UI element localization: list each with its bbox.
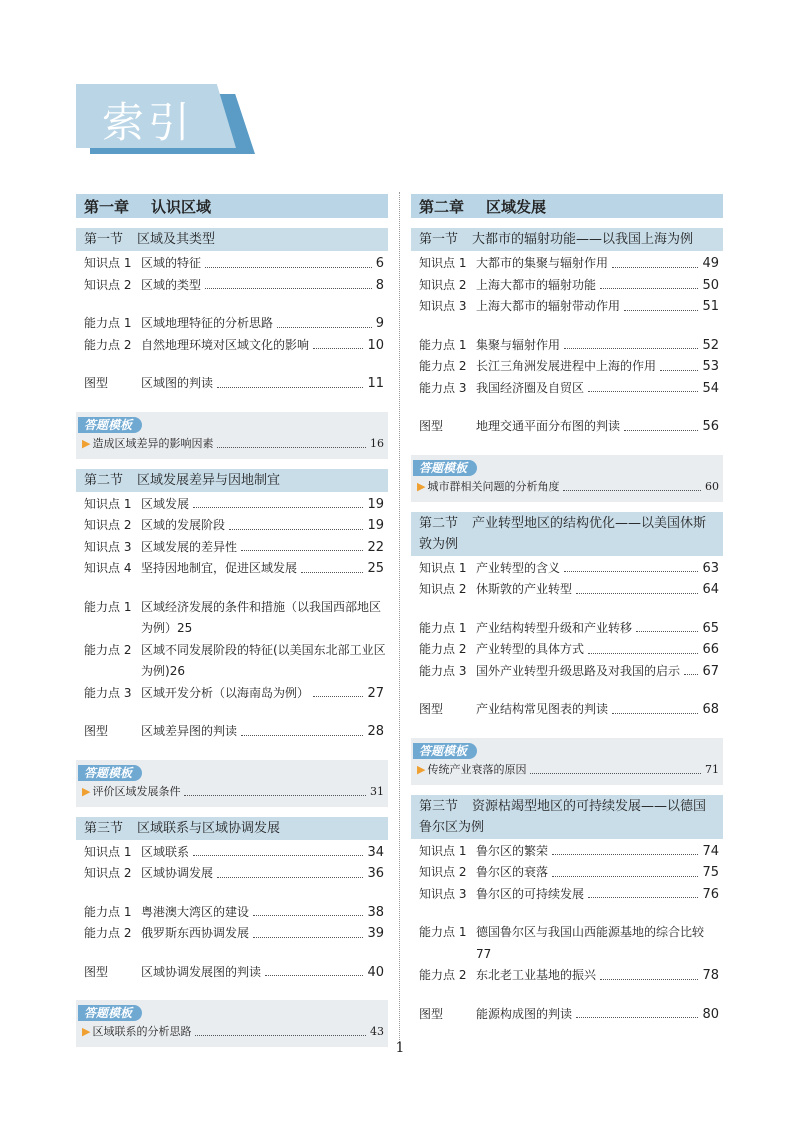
answer-template-box <box>76 412 388 459</box>
entry-type: 图型 <box>419 419 444 433</box>
entry-page: 28 <box>367 724 384 739</box>
dot-leader <box>576 579 698 594</box>
answer-template-label: 答题模板 <box>78 765 142 781</box>
dot-leader <box>624 416 698 431</box>
toc-entry[interactable] <box>411 296 723 318</box>
section-title: 大都市的辐射功能——以我国上海为例 <box>472 232 694 247</box>
entry-page: 10 <box>367 337 384 353</box>
entry-group <box>411 558 723 601</box>
toc-entry[interactable] <box>76 863 388 885</box>
entry-page: 38 <box>367 904 384 920</box>
entry-page: 8 <box>375 277 384 293</box>
entry-type: 知识点 1 <box>419 256 467 270</box>
entry-title[interactable]: 地理交通平面分布图的判读 <box>476 419 621 433</box>
dot-leader <box>636 618 698 633</box>
section-title: 产业转型地区的结构优化——以美国休斯敦为例 <box>419 515 707 552</box>
toc-entry-continued[interactable] <box>411 944 723 966</box>
entry-title[interactable]: 产业结构转型升级和产业转移 <box>476 620 633 635</box>
right-column <box>411 194 723 1033</box>
dot-leader <box>624 296 698 311</box>
entry-type: 知识点 1 <box>419 843 467 858</box>
section-label: 第二节 <box>84 472 124 488</box>
dot-leader <box>588 884 698 899</box>
entry-title[interactable]: 上海大都市的辐射带动作用 <box>476 299 621 313</box>
entry-title[interactable]: 粤港澳大湾区的建设 <box>141 904 250 919</box>
dot-leader <box>229 515 363 530</box>
toc-entry[interactable] <box>76 253 388 275</box>
chapter-title: 区域发展 <box>486 198 547 216</box>
entry-type: 图型 <box>419 702 444 716</box>
entry-page: 51 <box>702 299 719 314</box>
toc-entry[interactable] <box>76 721 388 743</box>
toc-entry[interactable] <box>76 683 388 705</box>
dot-leader <box>277 313 372 328</box>
dot-leader <box>241 721 363 736</box>
dot-leader <box>552 841 698 856</box>
toc-entry[interactable] <box>411 356 723 378</box>
entry-group <box>411 922 723 987</box>
entry-title[interactable]: 产业转型的具体方式 <box>476 642 585 656</box>
section-header <box>76 817 388 840</box>
entry-title[interactable]: 上海大都市的辐射功能 <box>476 277 597 292</box>
entry-type: 知识点 2 <box>419 865 467 879</box>
toc-entry[interactable] <box>411 253 723 275</box>
toc-entry[interactable] <box>411 579 723 601</box>
entry-type: 知识点 1 <box>419 560 467 575</box>
entry-group <box>411 253 723 318</box>
entry-title[interactable]: 我国经济圈及自贸区 <box>476 380 585 395</box>
template-title[interactable]: 传统产业衰落的原因 <box>427 762 527 776</box>
entry-title[interactable]: 区域协调发展 <box>141 866 214 880</box>
left-column <box>76 194 388 1057</box>
entry-type: 能力点 1 <box>84 904 132 919</box>
index-title-banner <box>76 84 256 156</box>
answer-template-box <box>76 760 388 807</box>
entry-title-continued: 为例) <box>141 664 170 678</box>
dot-leader <box>193 842 363 857</box>
entry-title[interactable]: 区域不同发展阶段的特征(以美国东北部工业区 <box>141 642 386 657</box>
entry-group <box>76 721 388 743</box>
section-label: 第一节 <box>84 232 124 247</box>
entry-title[interactable]: 鲁尔区的可持续发展 <box>476 886 585 901</box>
entry-title[interactable]: 产业结构常见图表的判读 <box>476 702 609 716</box>
template-title[interactable]: 造成区域差异的影响因素 <box>92 436 214 450</box>
template-entry[interactable] <box>411 759 723 781</box>
section-title: 资源枯竭型地区的可持续发展——以德国鲁尔区为例 <box>419 798 707 835</box>
dot-leader <box>205 253 372 268</box>
toc-entry[interactable] <box>76 923 388 945</box>
section-label: 第一节 <box>419 232 459 247</box>
entry-type: 能力点 3 <box>419 380 467 395</box>
toc-entry[interactable] <box>411 618 723 640</box>
toc-entry[interactable] <box>76 335 388 357</box>
dot-leader <box>564 558 698 573</box>
entry-title[interactable]: 区域图的判读 <box>141 376 214 390</box>
section-header <box>76 228 388 251</box>
dot-leader <box>217 433 366 448</box>
toc-entry[interactable] <box>411 922 723 944</box>
entry-type: 知识点 2 <box>419 582 467 596</box>
toc-entry[interactable] <box>411 378 723 400</box>
entry-page: 67 <box>702 663 719 679</box>
entry-type: 知识点 2 <box>84 518 132 532</box>
entry-group <box>76 842 388 885</box>
entry-title[interactable]: 自然地理环境对区域文化的影响 <box>141 337 310 352</box>
chapter-title: 认识区域 <box>151 198 212 216</box>
page-title: 索引 <box>102 98 195 147</box>
section-header <box>411 512 723 556</box>
entry-type: 能力点 2 <box>419 359 467 373</box>
entry-page: 53 <box>702 359 719 374</box>
entry-type: 能力点 2 <box>84 642 132 657</box>
chapter-header <box>411 194 723 220</box>
template-entry[interactable] <box>76 781 388 803</box>
entry-type: 知识点 1 <box>84 844 132 859</box>
toc-entry[interactable] <box>76 640 388 662</box>
entry-title[interactable]: 区域差异图的判读 <box>141 724 238 738</box>
entry-type: 知识点 4 <box>84 561 132 575</box>
triangle-icon: ▶ <box>417 479 426 493</box>
answer-template-label: 答题模板 <box>413 743 477 759</box>
dot-leader <box>253 902 363 917</box>
entry-type: 图型 <box>419 1006 444 1021</box>
section-label: 第二节 <box>419 515 459 531</box>
entry-title[interactable]: 德国鲁尔区与我国山西能源基地的综合比较 <box>476 925 705 939</box>
entry-page: 66 <box>702 642 719 657</box>
entry-page: 36 <box>367 866 384 881</box>
entry-page: 22 <box>367 539 384 555</box>
section-label: 第三节 <box>419 798 459 814</box>
entry-type: 能力点 3 <box>419 663 467 678</box>
entry-group <box>76 962 388 984</box>
entry-type: 能力点 1 <box>419 337 467 352</box>
entry-title[interactable]: 大都市的集聚与辐射作用 <box>476 256 609 270</box>
entry-page: 40 <box>367 964 384 980</box>
entry-title[interactable]: 坚持因地制宜，促进区域发展 <box>141 561 298 575</box>
entry-title[interactable]: 集聚与辐射作用 <box>476 337 561 352</box>
entry-type: 知识点 3 <box>84 539 132 554</box>
toc-entry[interactable] <box>411 416 723 438</box>
entry-page: 9 <box>375 316 384 331</box>
answer-template-label: 答题模板 <box>78 417 142 433</box>
template-title[interactable]: 城市群相关问题的分析角度 <box>427 479 560 493</box>
chapter-header <box>76 194 388 220</box>
entry-page: 76 <box>702 886 719 902</box>
dot-leader <box>576 1004 698 1019</box>
dot-leader <box>600 275 698 290</box>
section-header <box>411 795 723 839</box>
entry-group <box>411 618 723 683</box>
template-page: 60 <box>705 479 719 493</box>
entry-page: 27 <box>367 685 384 701</box>
column-divider <box>399 192 400 1042</box>
entry-group <box>76 597 388 705</box>
toc-entry[interactable] <box>411 699 723 721</box>
answer-template-box <box>411 738 723 785</box>
entry-type: 知识点 3 <box>419 886 467 901</box>
answer-template-box <box>411 455 723 502</box>
dot-leader <box>193 494 363 509</box>
toc-entry[interactable] <box>411 862 723 884</box>
dot-leader <box>253 923 363 938</box>
entry-type: 知识点 1 <box>84 256 132 270</box>
entry-group <box>411 1004 723 1026</box>
dot-leader <box>684 661 698 676</box>
entry-title[interactable]: 俄罗斯东西协调发展 <box>141 926 250 940</box>
entry-type: 知识点 2 <box>84 866 132 880</box>
entry-page: 19 <box>367 496 384 512</box>
toc-entry[interactable] <box>411 275 723 297</box>
entry-group <box>76 902 388 945</box>
entry-type: 能力点 3 <box>84 685 132 700</box>
entry-title[interactable]: 区域的发展阶段 <box>141 518 226 532</box>
toc-entry[interactable] <box>411 661 723 683</box>
entry-title[interactable]: 鲁尔区的衰落 <box>476 865 549 879</box>
section-title: 区域发展差异与因地制宜 <box>137 472 281 488</box>
dot-leader <box>217 863 363 878</box>
toc-entry[interactable] <box>76 275 388 297</box>
section-header <box>411 228 723 251</box>
dot-leader <box>265 962 363 977</box>
dot-leader <box>660 356 698 371</box>
toc-entry[interactable] <box>411 965 723 987</box>
entry-page: 25 <box>177 621 193 635</box>
entry-title[interactable]: 区域地理特征的分析思路 <box>141 316 274 330</box>
entry-page: 64 <box>702 582 719 597</box>
dot-leader <box>241 537 363 552</box>
entry-title[interactable]: 区域的特征 <box>141 256 202 270</box>
entry-page: 63 <box>702 560 719 576</box>
entry-type: 图型 <box>84 964 109 979</box>
entry-page: 34 <box>367 844 384 860</box>
entry-page: 6 <box>375 256 384 271</box>
entry-type: 知识点 1 <box>84 496 132 511</box>
entry-page: 52 <box>702 337 719 353</box>
template-title[interactable]: 评价区域发展条件 <box>92 784 181 798</box>
dot-leader <box>313 683 363 698</box>
toc-entry-continued[interactable] <box>76 618 388 640</box>
template-title[interactable]: 区域联系的分析思路 <box>92 1025 192 1038</box>
entry-page: 54 <box>702 380 719 396</box>
toc-entry[interactable] <box>76 597 388 619</box>
entry-page: 11 <box>367 376 384 391</box>
template-page: 31 <box>370 784 384 798</box>
entry-title[interactable]: 长江三角洲发展进程中上海的作用 <box>476 359 657 373</box>
toc-entry[interactable] <box>76 962 388 984</box>
section-title: 区域联系与区域协调发展 <box>137 820 281 836</box>
dot-leader <box>552 862 698 877</box>
dot-leader <box>600 965 698 980</box>
dot-leader <box>563 476 701 491</box>
dot-leader <box>184 781 366 796</box>
entry-type: 能力点 1 <box>84 316 132 330</box>
entry-page: 68 <box>702 702 719 717</box>
dot-leader <box>612 253 698 268</box>
entry-page: 49 <box>702 256 719 271</box>
entry-group <box>76 313 388 356</box>
chapter-label: 第二章 <box>419 198 465 216</box>
page-number: 1 <box>395 1040 405 1056</box>
entry-title[interactable]: 区域发展 <box>141 496 190 511</box>
entry-title[interactable]: 能源构成图的判读 <box>476 1006 573 1021</box>
entry-page: 80 <box>702 1006 719 1022</box>
entry-title[interactable]: 区域开发分析（以海南岛为例） <box>141 685 310 700</box>
triangle-icon: ▶ <box>417 762 426 776</box>
entry-group <box>411 699 723 721</box>
dot-leader <box>588 378 698 393</box>
entry-type: 图型 <box>84 724 109 738</box>
entry-type: 能力点 1 <box>84 599 132 614</box>
entry-title[interactable]: 东北老工业基地的振兴 <box>476 968 597 982</box>
entry-title[interactable]: 产业转型的含义 <box>476 560 561 575</box>
entry-title-continued: 为例） <box>141 621 178 635</box>
entry-group <box>411 335 723 400</box>
entry-page: 25 <box>367 561 384 576</box>
entry-type: 能力点 2 <box>419 642 467 656</box>
template-page: 43 <box>370 1025 384 1038</box>
entry-page: 65 <box>702 620 719 636</box>
dot-leader <box>217 373 363 388</box>
toc-entry[interactable] <box>411 884 723 906</box>
toc-entry[interactable] <box>76 537 388 559</box>
entry-type: 知识点 2 <box>419 277 467 292</box>
entry-title[interactable]: 区域协调发展图的判读 <box>141 964 262 979</box>
dot-leader <box>530 759 701 774</box>
toc-entry[interactable] <box>411 335 723 357</box>
dot-leader <box>195 1021 366 1036</box>
toc-entry[interactable] <box>411 1004 723 1026</box>
entry-group <box>411 416 723 438</box>
entry-title[interactable]: 鲁尔区的繁荣 <box>476 843 549 858</box>
toc-entry[interactable] <box>76 373 388 395</box>
entry-page: 26 <box>169 664 185 678</box>
section-header <box>76 469 388 492</box>
toc-entry[interactable] <box>76 558 388 580</box>
answer-template-label: 答题模板 <box>413 460 477 476</box>
entry-type: 知识点 2 <box>84 277 132 292</box>
toc-entry[interactable] <box>411 841 723 863</box>
entry-type: 图型 <box>84 376 109 390</box>
triangle-icon: ▶ <box>82 436 91 450</box>
entry-type: 能力点 1 <box>419 620 467 635</box>
answer-template-label: 答题模板 <box>78 1005 142 1021</box>
dot-leader <box>301 558 363 573</box>
template-page: 16 <box>370 436 384 450</box>
dot-leader <box>313 335 363 350</box>
entry-type: 能力点 2 <box>419 968 467 982</box>
entry-title[interactable]: 区域经济发展的条件和措施（以我国西部地区 <box>141 599 382 614</box>
toc-entry[interactable] <box>76 494 388 516</box>
entry-page: 77 <box>476 946 492 961</box>
entry-type: 知识点 3 <box>419 299 467 313</box>
triangle-icon: ▶ <box>82 1025 91 1038</box>
entry-page: 39 <box>367 926 384 941</box>
section-title: 区域及其类型 <box>137 232 216 247</box>
entry-type: 能力点 2 <box>84 926 132 940</box>
triangle-icon: ▶ <box>82 784 91 798</box>
dot-leader <box>612 699 698 714</box>
toc-entry[interactable] <box>76 515 388 537</box>
toc-entry[interactable] <box>76 313 388 335</box>
dot-leader <box>205 275 372 290</box>
dot-leader <box>564 335 698 350</box>
toc-entry[interactable] <box>411 639 723 661</box>
chapter-label: 第一章 <box>84 198 130 216</box>
entry-type: 能力点 1 <box>419 925 467 939</box>
entry-page: 19 <box>367 518 384 533</box>
entry-type: 能力点 2 <box>84 337 132 352</box>
entry-group <box>76 373 388 395</box>
entry-group <box>411 841 723 906</box>
entry-page: 78 <box>702 968 719 983</box>
entry-title[interactable]: 区域的类型 <box>141 277 202 292</box>
toc-entry[interactable] <box>411 558 723 580</box>
template-entry[interactable] <box>411 476 723 498</box>
entry-title[interactable]: 休斯敦的产业转型 <box>476 582 573 596</box>
template-entry[interactable] <box>76 433 388 455</box>
template-page: 71 <box>705 762 719 776</box>
entry-page: 74 <box>702 843 719 859</box>
dot-leader <box>588 639 698 654</box>
entry-group <box>76 494 388 580</box>
toc-entry[interactable] <box>76 902 388 924</box>
entry-page: 50 <box>702 277 719 293</box>
entry-group <box>76 253 388 296</box>
entry-title[interactable]: 区域联系 <box>141 844 190 859</box>
entry-title[interactable]: 国外产业转型升级思路及对我国的启示 <box>476 663 681 678</box>
entry-page: 56 <box>702 419 719 434</box>
entry-title[interactable]: 区域发展的差异性 <box>141 539 238 554</box>
toc-entry-continued[interactable] <box>76 661 388 683</box>
toc-entry[interactable] <box>76 842 388 864</box>
entry-page: 75 <box>702 865 719 880</box>
section-label: 第三节 <box>84 820 124 836</box>
